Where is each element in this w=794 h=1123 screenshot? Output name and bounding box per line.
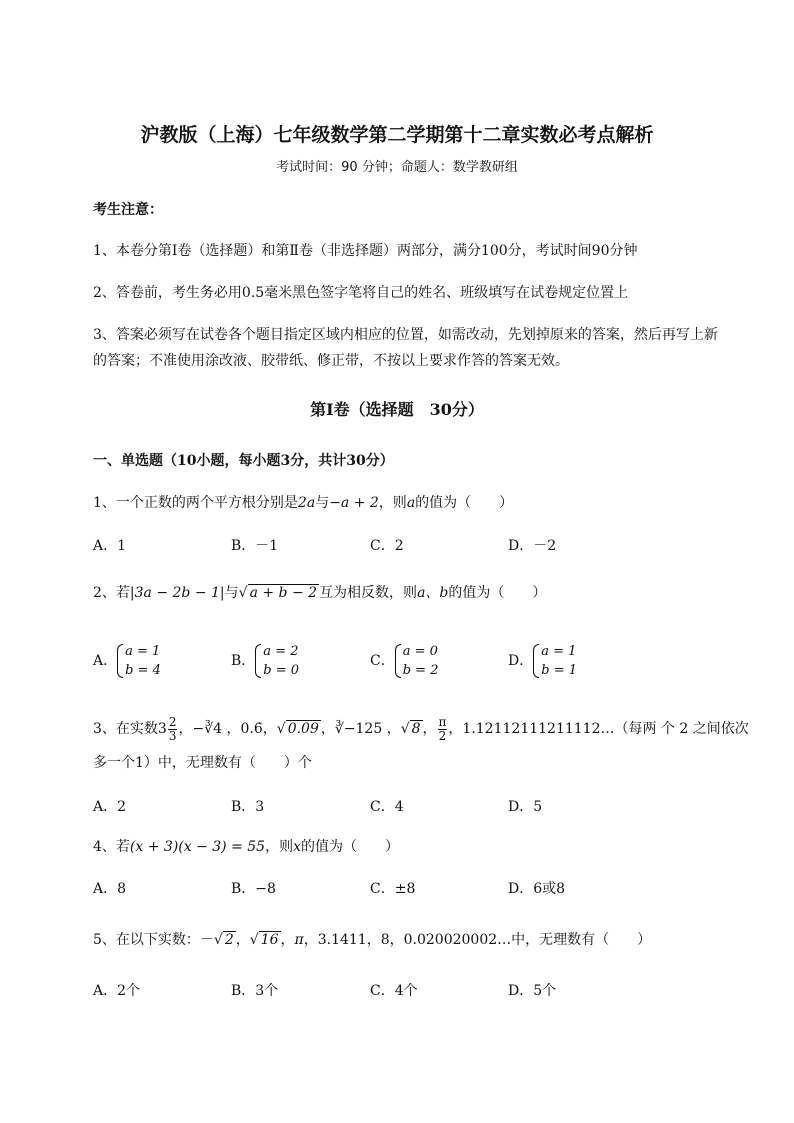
notice-item-2: 2、答卷前，考生务必用0.5毫米黑色签字笔将自己的姓名、班级填写在试卷规定位置上 [93,285,629,301]
q5-option-b[interactable]: B．3个 [231,983,279,999]
q5-option-d[interactable]: D．5个 [508,983,557,999]
q3-option-d[interactable]: D．5 [508,799,543,815]
q4-option-d[interactable]: D．6或8 [508,881,566,897]
part-title: 一、单选题（10小题，每小题3分，共计30分） [93,453,394,469]
document-title: 沪教版（上海）七年级数学第二学期第十二章实数必考点解析 [140,124,654,146]
q3-option-b[interactable]: B．3 [231,799,265,815]
question-2: 2、若|3a − 2b − 1|与√ a + b − 2 互为相反数，则a、b的值为（ ） [93,585,547,601]
question-5: 5、在以下实数：－√ 2 ，√ 16 ，π，3.1411，8，0.020020002…中，无理数有（ ） [93,932,652,948]
q3-option-a[interactable]: A．2 [93,799,127,815]
q2-option-d[interactable]: D． a = 1 b = 1 [508,644,577,678]
q5-option-a[interactable]: A．2个 [93,983,141,999]
q2-option-a[interactable]: A． a = 1 b = 4 [93,644,161,678]
q1-option-d[interactable]: D．－2 [508,538,557,554]
notice-heading: 考生注意： [93,202,163,218]
q4-option-c[interactable]: C．±8 [370,881,416,897]
q2-option-c[interactable]: C． a = 0 b = 2 [370,644,439,678]
question-3: 3、在实数3 $\frac{2}{3}$ ，−∛4 ，0.6̇，√ 0.09 ，∛−125 ，√ 8 ， $\frac{\pi}{2}$ ，1.12112111211112…（每两 个 2 之间依次 [93,714,749,743]
question-3-cont: 多一个1）中，无理数有（ ）个 [93,755,312,771]
notice-item-1: 1、本卷分第I卷（选择题）和第Ⅱ卷（非选择题）两部分，满分100分，考试时间90分钟 [93,243,638,259]
q4-option-b[interactable]: B．−8 [231,881,276,897]
question-4: 4、若(x + 3)(x − 3) = 55，则x的值为（ ） [93,839,399,855]
notice-item-3: 3、答案必须写在试卷各个题目指定区域内相应的位置，如需改动，先划掉原来的答案，然后再写上新 [93,327,718,343]
question-1: 1、一个正数的两个平方根分别是2a与−a + 2，则a的值为（ ） [93,495,514,511]
exam-info: 考试时间：90 分钟；命题人：数学教研组 [276,160,518,175]
q4-option-a[interactable]: A．8 [93,881,127,897]
q1-option-a[interactable]: A．1 [93,538,127,554]
q3-option-c[interactable]: C．4 [370,799,404,815]
notice-item-3-cont: 的答案；不准使用涂改液、胶带纸、修正带，不按以上要求作答的答案无效。 [93,353,569,369]
q1-option-b[interactable]: B．－1 [231,538,279,554]
q1-option-c[interactable]: C．2 [370,538,404,554]
q5-option-c[interactable]: C．4个 [370,983,418,999]
q2-option-b[interactable]: B． a = 2 b = 0 [231,644,300,678]
section-title: 第I卷（选择题 30分） [310,400,484,419]
